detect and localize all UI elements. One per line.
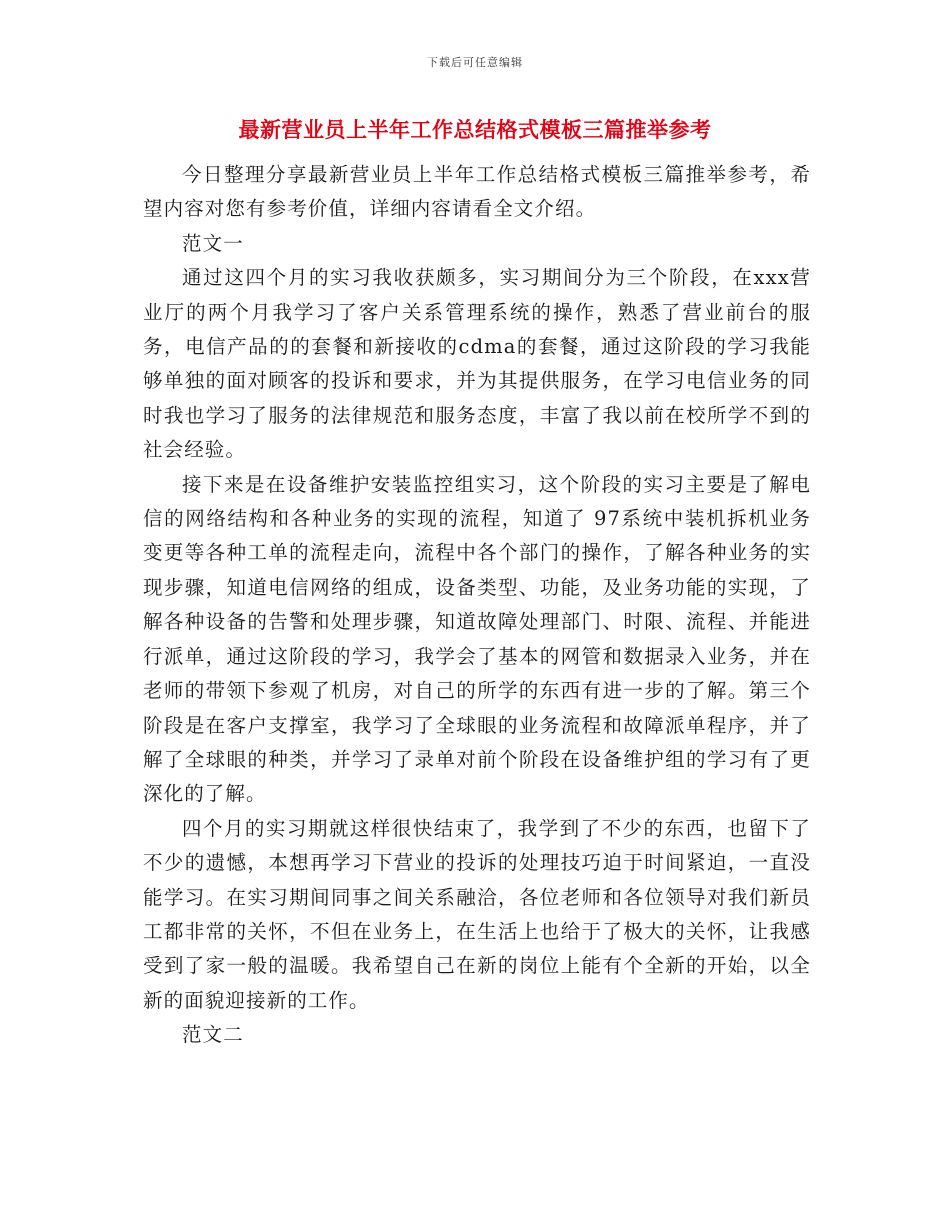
intro-paragraph: 今日整理分享最新营业员上半年工作总结格式模板三篇推举参考，希望内容对您有参考价值，详细内容请看全文介绍。 xyxy=(143,163,811,221)
section-heading-sample-one: 范文一 xyxy=(182,231,244,255)
body-paragraph: 通过这四个月的实习我收获颇多，实习期间分为三个阶段，在xxx营业厅的两个月我学习了客户关系管理系统的操作，熟悉了营业前台的服务，电信产品的的套餐和新接收的cdma的套餐，通过这阶段的学习我能够单独的面对顾客的投诉和要求，并为其提供服务，在学习电信业务的同时我也学习了服务的法律规范和服务态度，丰富了我以前在校所学不到的社会经验。 xyxy=(143,266,811,462)
document-title: 最新营业员上半年工作总结格式模板三篇推举参考 xyxy=(238,117,712,142)
header-note: 下载后可任意编辑 xyxy=(427,56,523,69)
body-paragraph: 接下来是在设备维护安装监控组实习，这个阶段的实习主要是了解电信的网络结构和各种业务的实现的流程，知道了 97系统中装机拆机业务变更等各种工单的流程走向，流程中各个部门的操作，了解各种业务的实现步骤，知道电信网络的组成，设备类型、功能，及业务功能的实现，了解各种设备的告警和处理步骤，知道故障处理部门、时限、流程、并能进行派单，通过这阶段的学习，我学会了基本的网管和数据录入业务，并在老师的带领下参观了机房，对自己的所学的东西有进一步的了解。第三个阶段是在客户支撑室，我学习了全球眼的业务流程和故障派单程序，并了解了全球眼的种类，并学习了录单对前个阶段在设备维护组的学习有了更深化的了解。 xyxy=(143,472,811,806)
body-paragraph: 四个月的实习期就这样很快结束了，我学到了不少的东西，也留下了不少的遗憾，本想再学习下营业的投诉的处理技巧迫于时间紧迫，一直没能学习。在实习期间同事之间关系融洽，各位老师和各位领导对我们新员工都非常的关怀，不但在业务上，在生活上也给于了极大的关怀，让我感受到了家一般的温暖。我希望自己在新的岗位上能有个全新的开始，以全新的面貌迎接新的工作。 xyxy=(143,816,811,1012)
document-body xyxy=(143,158,811,1053)
section-heading-sample-two: 范文二 xyxy=(182,1023,244,1047)
